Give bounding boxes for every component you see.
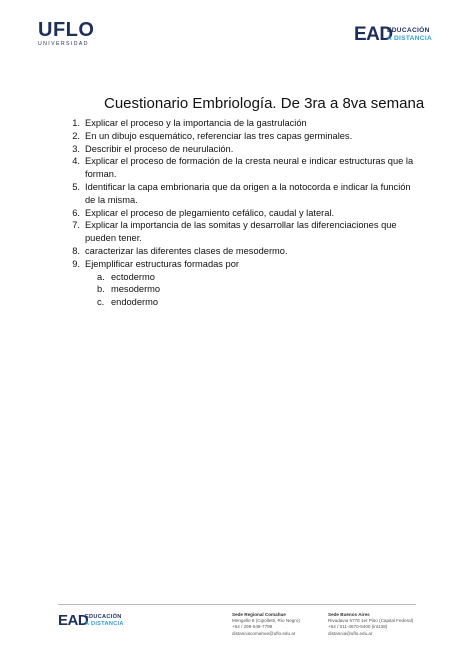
question-list <box>58 117 418 309</box>
sub-item-text: endodermo <box>111 297 159 308</box>
sub-item-letter: a. <box>97 271 105 282</box>
uflo-logo <box>38 20 100 50</box>
office-heading: Sede Buenos Aires <box>328 612 370 617</box>
question-item <box>58 130 418 143</box>
document-title: Cuestionario Embriología. De 3ra a 8va semana <box>104 95 425 112</box>
question-item <box>58 117 418 130</box>
question-number: 8. <box>72 245 80 256</box>
question-item <box>58 245 418 258</box>
sub-item-letter: c. <box>97 297 105 308</box>
question-text: caracterizar las diferentes clases de mesodermo. <box>85 245 288 256</box>
question-item <box>58 219 418 245</box>
ead-logo <box>354 25 436 47</box>
footer-ead-logo-line1: EDUCACIÓN <box>85 614 122 620</box>
question-text: Explicar el proceso de formación de la cresta neural e indicar estructuras que la forman. <box>85 156 414 180</box>
question-text: Explicar el proceso de plegamiento cefálico, caudal y lateral. <box>85 207 335 218</box>
question-number: 3. <box>72 143 80 154</box>
footer-ead-logo-line2: A DISTANCIA <box>85 621 124 627</box>
question-number: 4. <box>72 156 80 167</box>
question-text: Ejemplificar estructuras formadas por <box>85 258 239 269</box>
question-item <box>58 258 418 309</box>
question-text: Describir el proceso de neurulación. <box>85 143 234 154</box>
office-address: Mengelle 8 (Cipolletti, Río Negro) <box>232 618 300 624</box>
office-email: distanciacomahue@uflo.edu.ar <box>232 630 296 636</box>
uflo-logo-subtitle: UNIVERSIDAD <box>38 41 89 47</box>
question-number: 6. <box>72 207 80 218</box>
question-item <box>58 207 418 220</box>
question-number: 2. <box>72 130 80 141</box>
question-item <box>58 143 418 156</box>
ead-logo-text <box>387 27 432 43</box>
ead-logo-line1: EDUCACIÓN <box>387 27 430 34</box>
office-address: Rivadavia 5778 1er Piso (Capital Federal) <box>328 618 414 624</box>
question-number: 9. <box>72 258 80 269</box>
question-item <box>58 181 418 207</box>
ead-logo-line2: A DISTANCIA <box>387 35 433 42</box>
question-number: 7. <box>72 220 80 231</box>
office-phone: +54 / 011-4670-5400 (int138) <box>328 624 388 630</box>
sub-item <box>85 271 418 284</box>
footer-ead-logo-text <box>85 614 124 628</box>
office-comahue <box>232 612 332 637</box>
footer-ead-logo-mark: EAD <box>58 612 89 629</box>
footer-ead-logo <box>58 613 133 631</box>
question-text: Identificar la capa embrionaria que da origen a la notocorda e indicar la función de la misma. <box>85 181 411 205</box>
question-number: 5. <box>72 181 80 192</box>
footer-divider <box>58 604 416 605</box>
sub-item-letter: b. <box>97 284 105 295</box>
office-phone: +54 / 299-548-7799 <box>232 624 273 630</box>
ead-logo-mark: EAD <box>354 24 393 45</box>
office-buenos-aires <box>328 612 428 637</box>
sub-list <box>85 271 418 309</box>
office-email: distancia@uflo.edu.ar <box>328 630 373 636</box>
question-text: Explicar el proceso y la importancia de la gastrulación <box>85 118 307 128</box>
question-item <box>58 155 418 181</box>
uflo-logo-wordmark: UFLO <box>38 19 95 41</box>
sub-item-text: ectodermo <box>111 271 155 282</box>
question-number: 1. <box>72 118 80 128</box>
question-text: En un dibujo esquemático, referenciar las tres capas germinales. <box>85 130 353 141</box>
office-heading: Sede Regional Comahue <box>232 612 286 617</box>
sub-item-text: mesodermo <box>111 284 161 295</box>
question-text: Explicar la importancia de las somitas y desarrollar las diferenciaciones que pueden tener. <box>85 220 397 244</box>
sub-item <box>85 283 418 296</box>
sub-item <box>85 296 418 309</box>
